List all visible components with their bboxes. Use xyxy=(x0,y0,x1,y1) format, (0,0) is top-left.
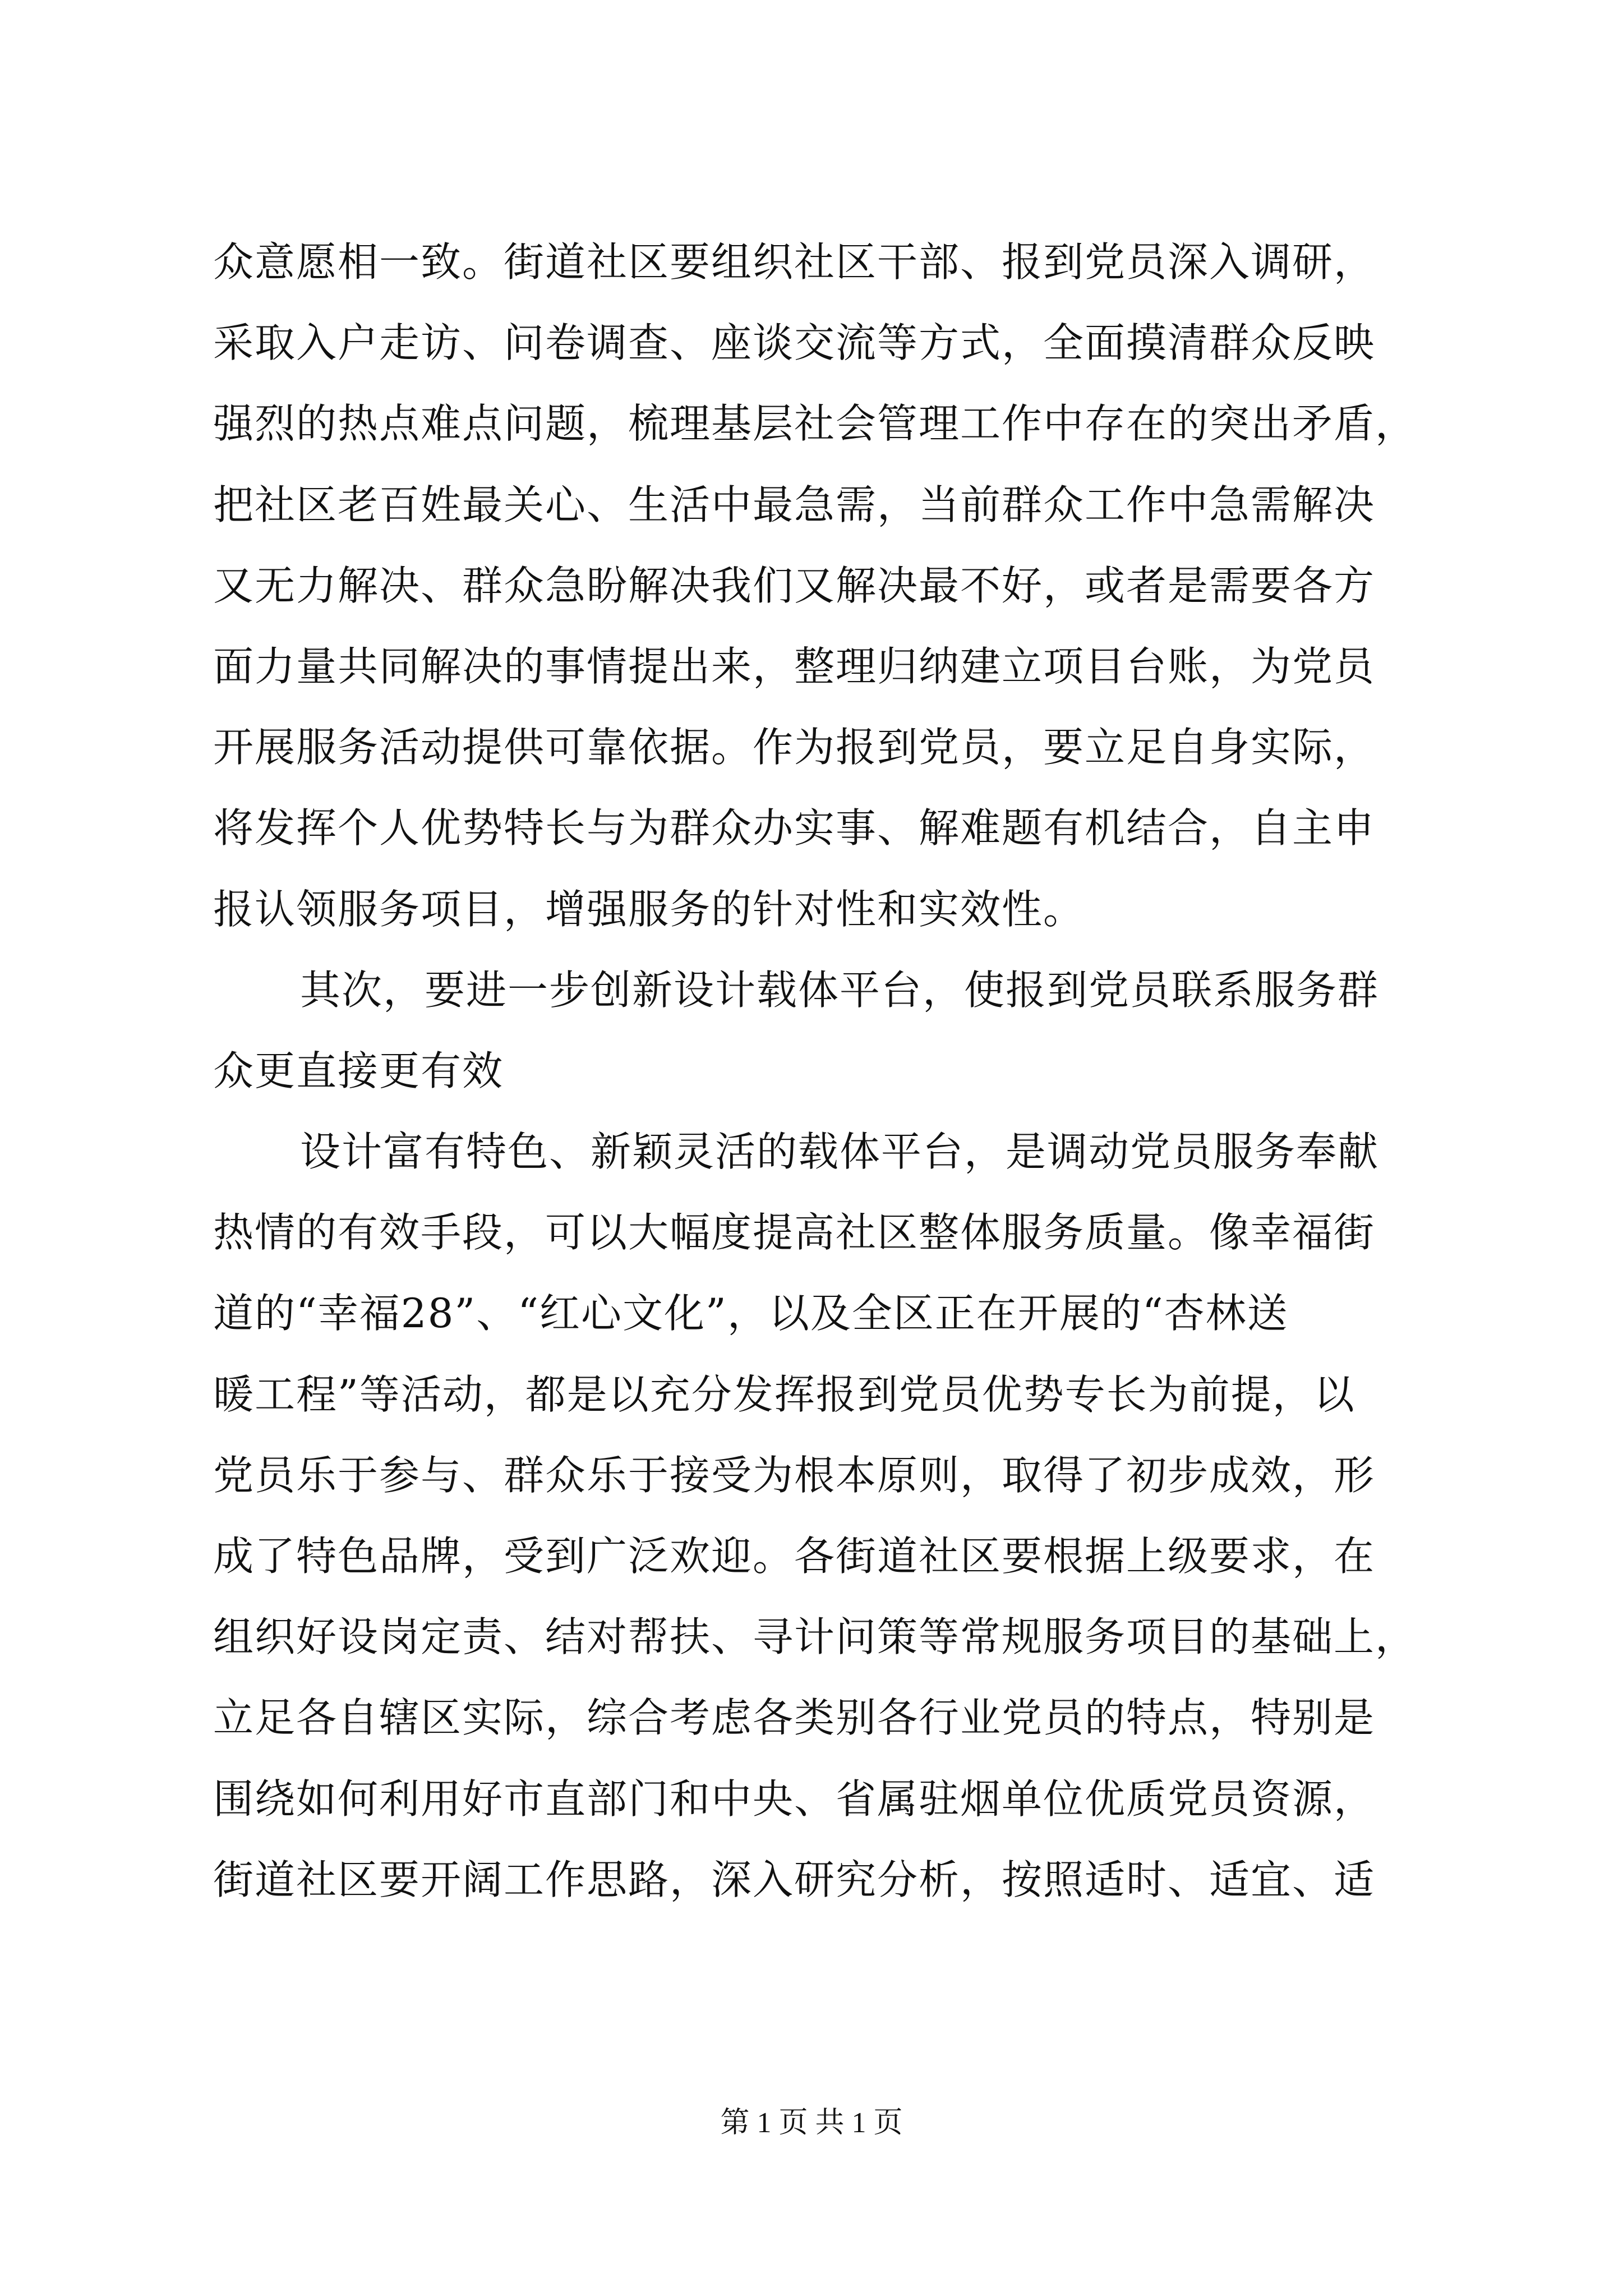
body-line-13: 热情的有效手段，可以大幅度提高社区整体服务质量。像幸福街 xyxy=(213,1209,1376,1257)
body-line-20: 围绕如何利用好市直部门和中央、省属驻烟单位优质党员资源， xyxy=(213,1775,1376,1823)
body-line-15: 暖工程”等活动，都是以充分发挥报到党员优势专长为前提，以 xyxy=(213,1370,1355,1418)
heading-line-2: 众更直接更有效 xyxy=(213,1047,504,1094)
body-line-5: 又无力解决、群众急盼解决我们又解决最不好，或者是需要各方 xyxy=(213,562,1376,609)
body-line-14: 道的“幸福28”、“红心文化”，以及全区正在开展的“杏林送 xyxy=(213,1290,1289,1337)
page-number-label: 第 1 页 共 1 页 xyxy=(720,2107,903,2139)
body-line-4: 把社区老百姓最关心、生活中最急需，当前群众工作中急需解决 xyxy=(213,481,1376,528)
body-line-12: 设计富有特色、新颖灵活的载体平台，是调动党员服务奉献 xyxy=(300,1128,1380,1176)
body-line-6: 面力量共同解决的事情提出来，整理归纳建立项目台账，为党员 xyxy=(213,642,1376,690)
body-line-21: 街道社区要开阔工作思路，深入研究分析，按照适时、适宜、适 xyxy=(213,1856,1376,1903)
body-line-2: 采取入户走访、问卷调查、座谈交流等方式，全面摸清群众反映 xyxy=(213,319,1376,367)
body-line-8: 将发挥个人优势特长与为群众办实事、解难题有机结合，自主申 xyxy=(213,804,1376,852)
heading-line-1: 其次，要进一步创新设计载体平台，使报到党员联系服务群 xyxy=(300,966,1380,1014)
body-line-17: 成了特色品牌，受到广泛欢迎。各街道社区要根据上级要求，在 xyxy=(213,1533,1376,1580)
document-body xyxy=(213,222,1481,1920)
body-line-7: 开展服务活动提供可靠依据。作为报到党员，要立足自身实际， xyxy=(213,724,1376,771)
page-footer xyxy=(0,2106,1623,2140)
body-line-3: 强烈的热点难点问题，梳理基层社会管理工作中存在的突出矛盾， xyxy=(213,400,1417,448)
body-line-9: 报认领服务项目，增强服务的针对性和实效性。 xyxy=(213,885,1085,933)
body-line-16: 党员乐于参与、群众乐于接受为根本原则，取得了初步成效，形 xyxy=(213,1451,1376,1499)
body-line-19: 立足各自辖区实际，综合考虑各类别各行业党员的特点，特别是 xyxy=(213,1694,1376,1742)
body-line-1: 众意愿相一致。街道社区要组织社区干部、报到党员深入调研， xyxy=(213,238,1376,286)
body-line-18: 组织好设岗定责、结对帮扶、寻计问策等常规服务项目的基础上， xyxy=(213,1613,1417,1661)
